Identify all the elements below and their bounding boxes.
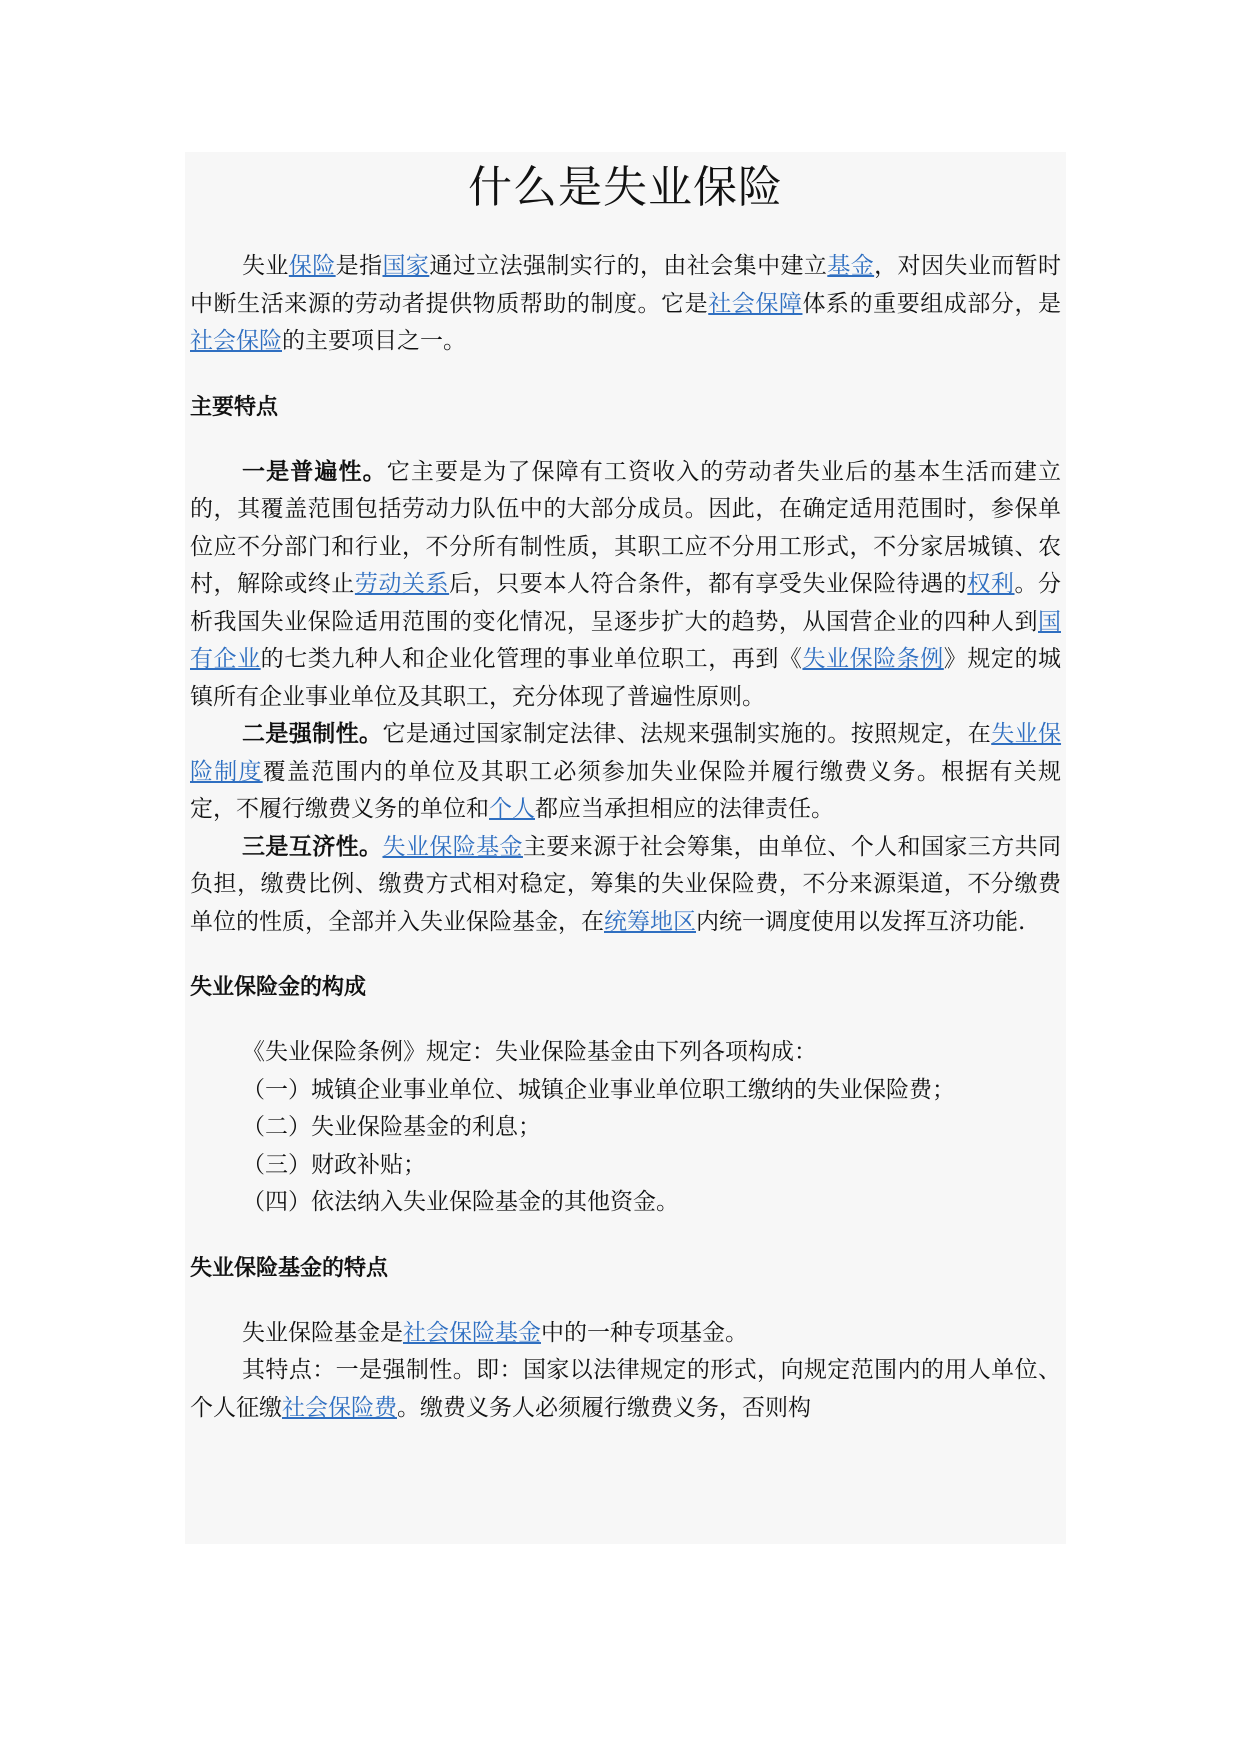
feature-lead: 二是强制性。 [242, 721, 383, 747]
link-social-insurance[interactable]: 社会保险 [190, 328, 282, 354]
text: 它主要是为了保障有工资收入的劳动者失业后的基本生活而建立的，其覆盖范围包括劳动力队伍中的大部分成员。因此，在确定适用范围时，参保单位应不分部门和行业，不分所有制性质，其职工应不分用工形式，不分家居城镇、农村，解除或终止 [190, 458, 1062, 597]
text: 的七类九种人和企业化管理的事业单位职工，再到《 [260, 646, 803, 672]
link-labor-relation[interactable]: 劳动关系 [354, 571, 450, 597]
link-insurance[interactable]: 保险 [288, 253, 336, 279]
section-heading-fund: 失业保险基金的特点 [190, 1255, 389, 1281]
text: 是指 [335, 253, 383, 279]
text: ，对因失业而暂时中断生活来源的劳动者提供物质帮助的制度。它是 [190, 253, 1062, 317]
text: 失业保险基金是 [242, 1319, 403, 1346]
link-social-insurance-fund[interactable]: 社会保险基金 [403, 1319, 541, 1346]
fund-paragraph-2 [185, 1352, 1066, 1427]
text: 其特点：一是强制性。即：国家以法律规定的形式，向规定范围内的用人单位、个人征缴 [190, 1357, 1061, 1421]
link-state[interactable]: 国家 [382, 253, 430, 279]
link-regulation[interactable]: 失业保险条例 [802, 646, 944, 672]
link-individual[interactable]: 个人 [489, 796, 535, 822]
text: 它是通过国家制定法律、法规来强制实施的。按照规定，在 [382, 721, 992, 747]
list-item: （三）财政补贴； [242, 1151, 426, 1178]
feature-mutual-aid-paragraph [185, 829, 1066, 942]
text: 中的一种专项基金。 [541, 1319, 748, 1346]
document-page [185, 152, 1066, 1544]
section-heading-composition: 失业保险金的构成 [190, 975, 367, 1000]
link-social-security[interactable]: 社会保障 [708, 290, 803, 317]
list-item: （四）依法纳入失业保险基金的其他资金。 [242, 1189, 679, 1215]
text: 体系的重要组成部分，是 [802, 290, 1062, 317]
text: 的主要项目之一。 [282, 328, 466, 354]
text: 主要来源于社会筹集，由单位、个人和国家三方共同负担，缴费比例、缴费方式相对稳定，筹集的失业保险费，不分来源渠道，不分缴费单位的性质，全部并入失业保险基金，在 [190, 833, 1062, 935]
composition-list [185, 1034, 1066, 1222]
link-pooling-area[interactable]: 统筹地区 [604, 908, 696, 935]
link-social-insurance-fee[interactable]: 社会保险费 [282, 1394, 397, 1421]
link-fund[interactable]: 基金 [827, 253, 875, 279]
text: 内统一调度使用以发挥互济功能. [696, 908, 1026, 935]
feature-lead: 一是普遍性。 [242, 458, 387, 485]
text: 》规定的城镇所有企业事业单位及其职工，充分体现了普遍性原则。 [190, 646, 1062, 710]
fund-paragraph-1 [185, 1315, 1066, 1353]
feature-compulsory-paragraph [185, 716, 1066, 829]
intro-paragraph [185, 248, 1066, 361]
link-insurance-system[interactable]: 失业保险制度 [190, 721, 1062, 785]
text: 都应当承担相应的法律责任。 [535, 796, 834, 822]
section-heading-features: 主要特点 [190, 394, 279, 420]
list-item: （二）失业保险基金的利息； [242, 1114, 541, 1140]
list-item: （一）城镇企业事业单位、城镇企业事业单位职工缴纳的失业保险费； [242, 1076, 955, 1103]
link-insurance-fund[interactable]: 失业保险基金 [382, 833, 523, 860]
link-rights[interactable]: 权利 [967, 571, 1015, 597]
composition-intro: 《失业保险条例》规定：失业保险基金由下列各项构成： [242, 1039, 817, 1065]
link-state-owned-enterprise[interactable]: 国有企业 [190, 608, 1061, 672]
text: 失业 [242, 253, 289, 279]
text: 。分析我国失业保险适用范围的变化情况，呈逐步扩大的趋势，从国营企业的四种人到 [190, 571, 1062, 635]
text: 通过立法强制实行的，由社会集中建立 [429, 253, 828, 279]
text: 后，只要本人符合条件，都有享受失业保险待遇的 [449, 571, 968, 597]
feature-universality-paragraph [185, 454, 1066, 717]
feature-lead: 三是互济性。 [242, 833, 383, 860]
document-title: 什么是失业保险 [468, 162, 783, 213]
text: 。缴费义务人必须履行缴费义务，否则构 [397, 1394, 811, 1421]
text: 覆盖范围内的单位及其职工必须参加失业保险并履行缴费义务。根据有关规定，不履行缴费义务的单位和 [190, 758, 1062, 822]
